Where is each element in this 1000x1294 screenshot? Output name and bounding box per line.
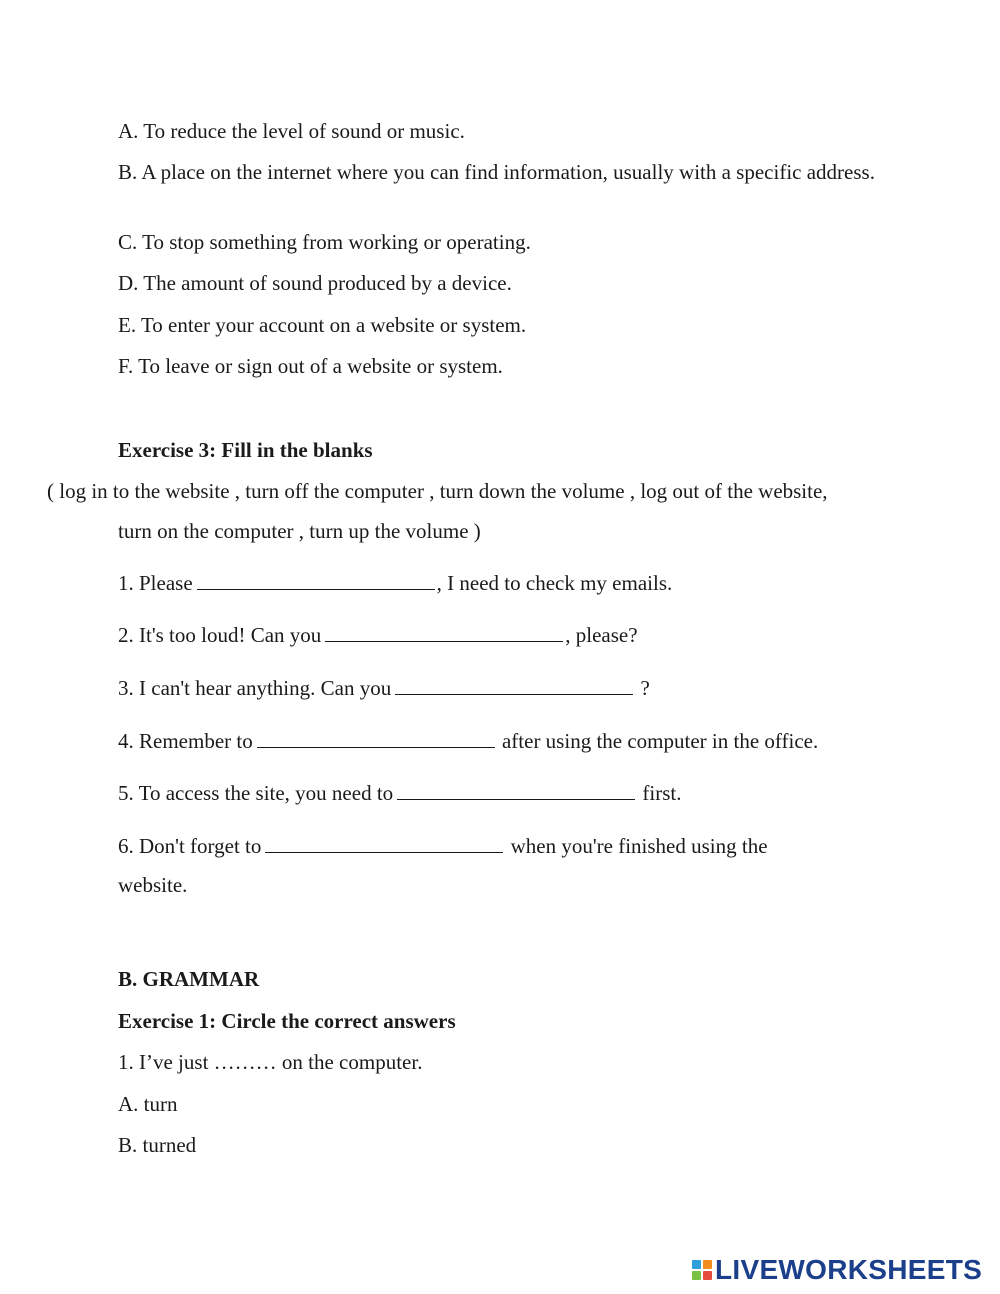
grammar-exercise1-title: Exercise 1: Circle the correct answers — [118, 1009, 456, 1033]
fill-blank-6[interactable] — [265, 834, 503, 853]
fill-item-3 — [118, 675, 650, 701]
grammar-option-a[interactable]: A. turn — [118, 1092, 178, 1116]
logo-text: LIVEWORKSHEETS — [715, 1254, 983, 1285]
definition-e: E. To enter your account on a website or system. — [118, 313, 527, 337]
fill-item-5-after: first. — [637, 781, 682, 805]
liveworksheets-logo — [692, 1253, 982, 1287]
definition-f: F. To leave or sign out of a website or system. — [118, 354, 503, 378]
fill-item-6 — [118, 833, 768, 859]
fill-blank-4[interactable] — [257, 729, 495, 748]
logo-square-2 — [703, 1260, 712, 1269]
fill-item-1-before: 1. Please — [118, 571, 193, 595]
logo-square-4 — [703, 1271, 712, 1280]
fill-blank-2[interactable] — [325, 623, 563, 642]
fill-blank-3[interactable] — [395, 676, 633, 695]
word-bank-line-1: ( log in to the website , turn off the computer , turn down the volume , log out of the website, — [47, 479, 828, 503]
fill-blank-1[interactable] — [197, 571, 435, 590]
fill-item-4-before: 4. Remember to — [118, 729, 253, 753]
fill-item-6-after: when you're finished using the — [505, 834, 768, 858]
definition-c: C. To stop something from working or operating. — [118, 230, 531, 254]
fill-item-2-before: 2. It's too loud! Can you — [118, 623, 322, 647]
fill-item-1-after: , I need to check my emails. — [436, 571, 673, 595]
liveworksheets-logo-icon — [692, 1260, 712, 1280]
exercise3-title: Exercise 3: Fill in the blanks — [118, 438, 373, 462]
definition-d: D. The amount of sound produced by a device. — [118, 271, 512, 295]
fill-item-6-before: 6. Don't forget to — [118, 834, 262, 858]
fill-item-3-before: 3. I can't hear anything. Can you — [118, 676, 392, 700]
grammar-option-b[interactable]: B. turned — [118, 1133, 197, 1157]
grammar-question-1: 1. I’ve just ……… on the computer. — [118, 1050, 423, 1074]
fill-item-5-before: 5. To access the site, you need to — [118, 781, 394, 805]
fill-item-1 — [118, 570, 672, 596]
fill-item-4-after: after using the computer in the office. — [496, 729, 819, 753]
fill-item-3-after: ? — [635, 676, 650, 700]
fill-item-2-after: , please? — [565, 623, 638, 647]
fill-blank-5[interactable] — [397, 781, 635, 800]
fill-item-2 — [118, 622, 638, 648]
fill-item-4 — [118, 728, 818, 754]
fill-item-5 — [118, 780, 681, 806]
fill-item-6-continuation: website. — [118, 873, 188, 897]
definition-a: A. To reduce the level of sound or music. — [118, 119, 465, 143]
logo-square-1 — [692, 1260, 701, 1269]
word-bank-line-2: turn on the computer , turn up the volume ) — [118, 519, 481, 543]
logo-square-3 — [692, 1271, 701, 1280]
grammar-section-title: B. GRAMMAR — [118, 967, 260, 991]
definition-b: B. A place on the internet where you can find information, usually with a specific address. — [118, 160, 875, 184]
